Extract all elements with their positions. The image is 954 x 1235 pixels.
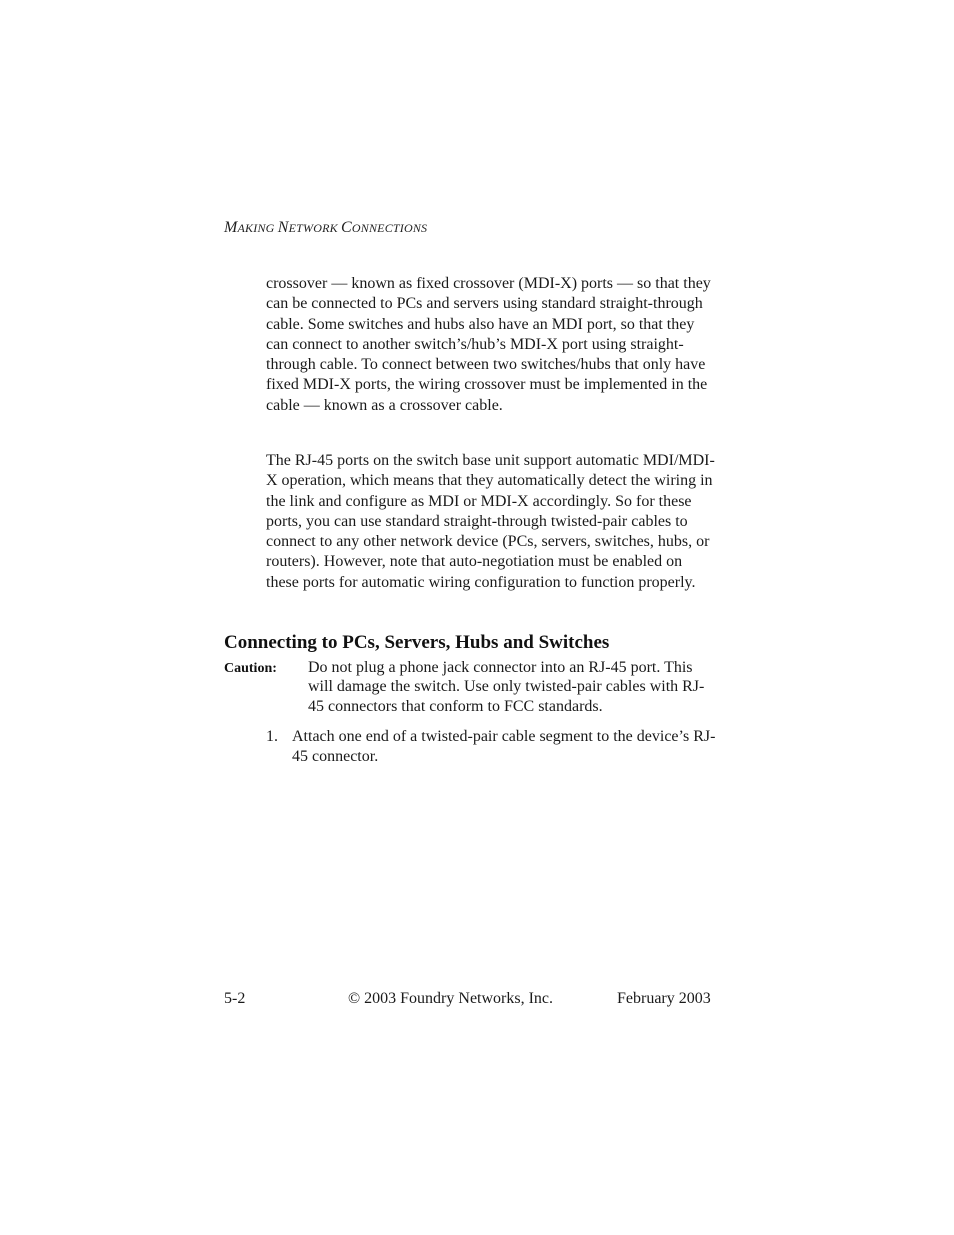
footer-copyright: © 2003 Foundry Networks, Inc. [348, 990, 554, 1007]
body-paragraph-2 [266, 451, 718, 593]
running-header-cap: N [277, 219, 289, 236]
footer-page-number: 5-2 [224, 990, 246, 1007]
caution-text: Do not plug a phone jack connector into an RJ-45 port. This will damage the switch. Use only twisted-pair cables with RJ-45 connectors that conform to FCC standards. [308, 659, 705, 715]
list-item [266, 727, 720, 767]
section-heading: Connecting to PCs, Servers, Hubs and Switches [224, 632, 610, 653]
paragraph-text: crossover — known as fixed crossover (MDI-X) ports — so that they can be connected to PCs and servers using standard straight-through cable. Some switches and hubs also have an MDI port, so that they can connect to another switch’s/hub’s MDI-X port using straight-through cable. To connect between two switches/hubs that only have fixed MDI-X ports, the wiring crossover must be implemented in the cable — known as a crossover cable. [266, 275, 711, 414]
caution-label: Caution: [224, 661, 277, 676]
step-number: 1. [266, 728, 278, 745]
running-header-cap: C [341, 219, 352, 236]
step-text: Attach one end of a twisted-pair cable segment to the device’s RJ-45 connector. [292, 728, 716, 765]
running-header-cap: M [224, 219, 238, 236]
running-header-rest: ONNECTIONS [351, 221, 428, 235]
running-header-rest: ETWORK [288, 221, 342, 235]
running-header-rest: AKING [237, 221, 278, 235]
body-paragraph-1 [266, 274, 718, 416]
paragraph-text: The RJ-45 ports on the switch base unit support automatic MDI/MDI-X operation, which means that they automatically detect the wiring in the link and configure as MDI or MDI-X accordingly. So for these ports, you can use standard straight-through twisted-pair cables to connect to any other network device (PCs, servers, switches, hubs, or routers). However, note that auto-negotiation must be enabled on these ports for automatic wiring configuration to function properly. [266, 452, 715, 591]
running-header [224, 219, 427, 237]
footer-date: February 2003 [617, 990, 711, 1007]
